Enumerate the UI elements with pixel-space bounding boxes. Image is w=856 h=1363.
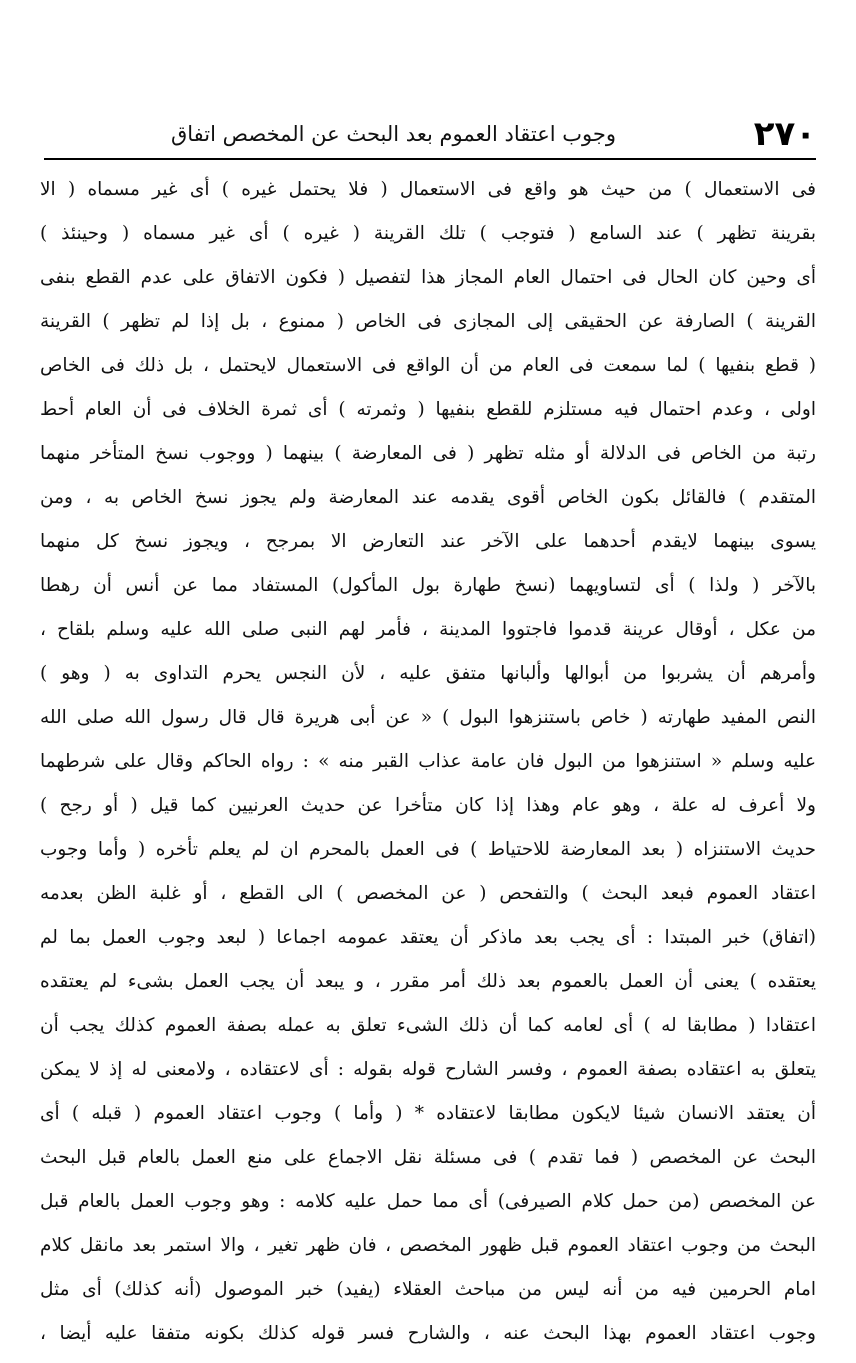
text-line: حديث الاستنزاه ( بعد المعارضة للاحتياط ) فى العمل بالمحرم ان لم يعلم تأخره ( وأما وجوب: [40, 839, 816, 860]
text-line: يتعلق به اعتقاده بصفة العموم ، وفسر الشارح قوله بقوله : أى لاعتقاده ، ولامعنى له إذ لا يمكن: [40, 1059, 816, 1080]
text-line: عليه وسلم « استنزهوا من البول فان عامة عذاب القبر منه » : رواه الحاكم وقال على شرطهما: [40, 751, 816, 772]
text-line: يعتقده ) يعنى أن العمل بالعموم بعد ذلك أمر مقرر ، و يبعد أن يجب العمل بشىء لم يعتقده: [40, 971, 816, 992]
text-line: بالآخر ( ولذا ) أى لتساويهما (نسخ طهارة بول المأكول) المستفاد مما عن أنس أن رهطا: [40, 575, 816, 596]
text-line: ( قطع بنفيها ) لما سمعت فى العام من أن الواقع فى الاستعمال لايحتمل ، بل ذلك فى الخاص: [40, 355, 816, 376]
text-line: المتقدم ) فالقائل بكون الخاص أقوى يقدمه عند المعارضة ولم يجوز نسخ الخاص به ، ومن: [40, 487, 816, 508]
text-line: اعتقادا ( مطابقا له ) أى لعامه كما أن ذلك الشىء تعلق به عمله بصفة العموم كذلك يجب أن: [40, 1015, 816, 1036]
text-line: وجوب اعتقاد العموم بهذا البحث عنه ، والشارح فسر قوله كذلك بكونه متفقا عليه أيضا ،: [40, 1323, 816, 1344]
text-line: يسوى بينهما لايقدم أحدهما على الآخر عند التعارض الا بمرجح ، ويجوز نسخ كل منهما: [40, 531, 816, 552]
page-number: ٢٧٠: [753, 114, 816, 154]
text-line: بقرينة تظهر ) عند السامع ( فتوجب ) تلك القرينة ( غيره ) أى غير مسماه ( وحينئذ ): [40, 223, 816, 244]
text-line: وأمرهم أن يشربوا من أبوالها وألبانها متفق عليه ، لأن النجس يحرم التداوى به ( وهو ): [40, 663, 816, 684]
text-line: النص المفيد طهارته ( خاص باستنزهوا البول ) « عن أبى هريرة قال قال رسول الله صلى الله: [40, 707, 816, 728]
text-line: من عكل ، أوقال عرينة قدموا فاجتووا المدينة ، فأمر لهم النبى صلى الله عليه وسلم بلقاح ،: [40, 619, 816, 640]
text-line: البحث عن المخصص ( فما تقدم ) فى مسئلة نقل الاجماع على منع العمل بالعام قبل البحث: [40, 1147, 816, 1168]
text-line: أن يعتقد الانسان شيئا لايكون مطابقا لاعتقاده * ( وأما ) وجوب اعتقاد العموم ( قبله ) أى: [40, 1103, 816, 1124]
text-line: ولا أعرف له علة ، وهو عام وهذا إذا كان متأخرا عن حديث العرنيين كما قيل ( أو رجح ): [40, 795, 816, 816]
header-divider: [44, 158, 816, 160]
text-line: اولى ، وعدم احتمال فيه مستلزم للقطع بنفيها ( وثمرته ) أى ثمرة الخلاف فى أن العام أحط: [40, 399, 816, 420]
text-line: فى الاستعمال ) من حيث هو واقع فى الاستعمال ( فلا يحتمل غيره ) أى غير مسماه ( الا: [40, 179, 816, 200]
text-line: البحث من وجوب اعتقاد العموم قبل ظهور المخصص ، فان ظهر تغير ، والا استمر بعد مانقل كلام: [40, 1235, 816, 1256]
text-line: عن المخصص (من حمل كلام الصيرفى) أى مما حمل عليه كلامه : وهو وجوب العمل بالعام قبل: [40, 1191, 816, 1212]
text-line: القرينة ) الصارفة عن الحقيقى إلى المجازى فى الخاص ( ممنوع ، بل إذا لم تظهر ) القرينة: [40, 311, 816, 332]
running-title: وجوب اعتقاد العموم بعد البحث عن المخصص اتفاق: [170, 122, 616, 146]
text-line: امام الحرمين فيه من أنه ليس من مباحث العقلاء (يفيد) خبر الموصول (أنه كذلك) أى مثل: [40, 1279, 816, 1300]
page-header: [44, 112, 816, 156]
text-line: أى وحين كان الحال فى احتمال العام المجاز هذا لتفصيل ( فكون الاتفاق على عدم القطع بنفى: [40, 267, 816, 288]
body-text: [40, 168, 816, 1356]
text-line: (اتفاق) خبر المبتدا : أى يجب بعد ماذكر أن يعتقد عمومه اجماعا ( لبعد وجوب العمل بما لم: [40, 927, 816, 948]
text-line: رتبة من الخاص فى الدلالة أو مثله تظهر ( فى المعارضة ) بينهما ( ووجوب نسخ المتأخر منهما: [40, 443, 816, 464]
text-line: اعتقاد العموم فبعد البحث ) والتفحص ( عن المخصص ) الى القطع ، أو غلبة الظن بعدمه: [40, 883, 816, 904]
